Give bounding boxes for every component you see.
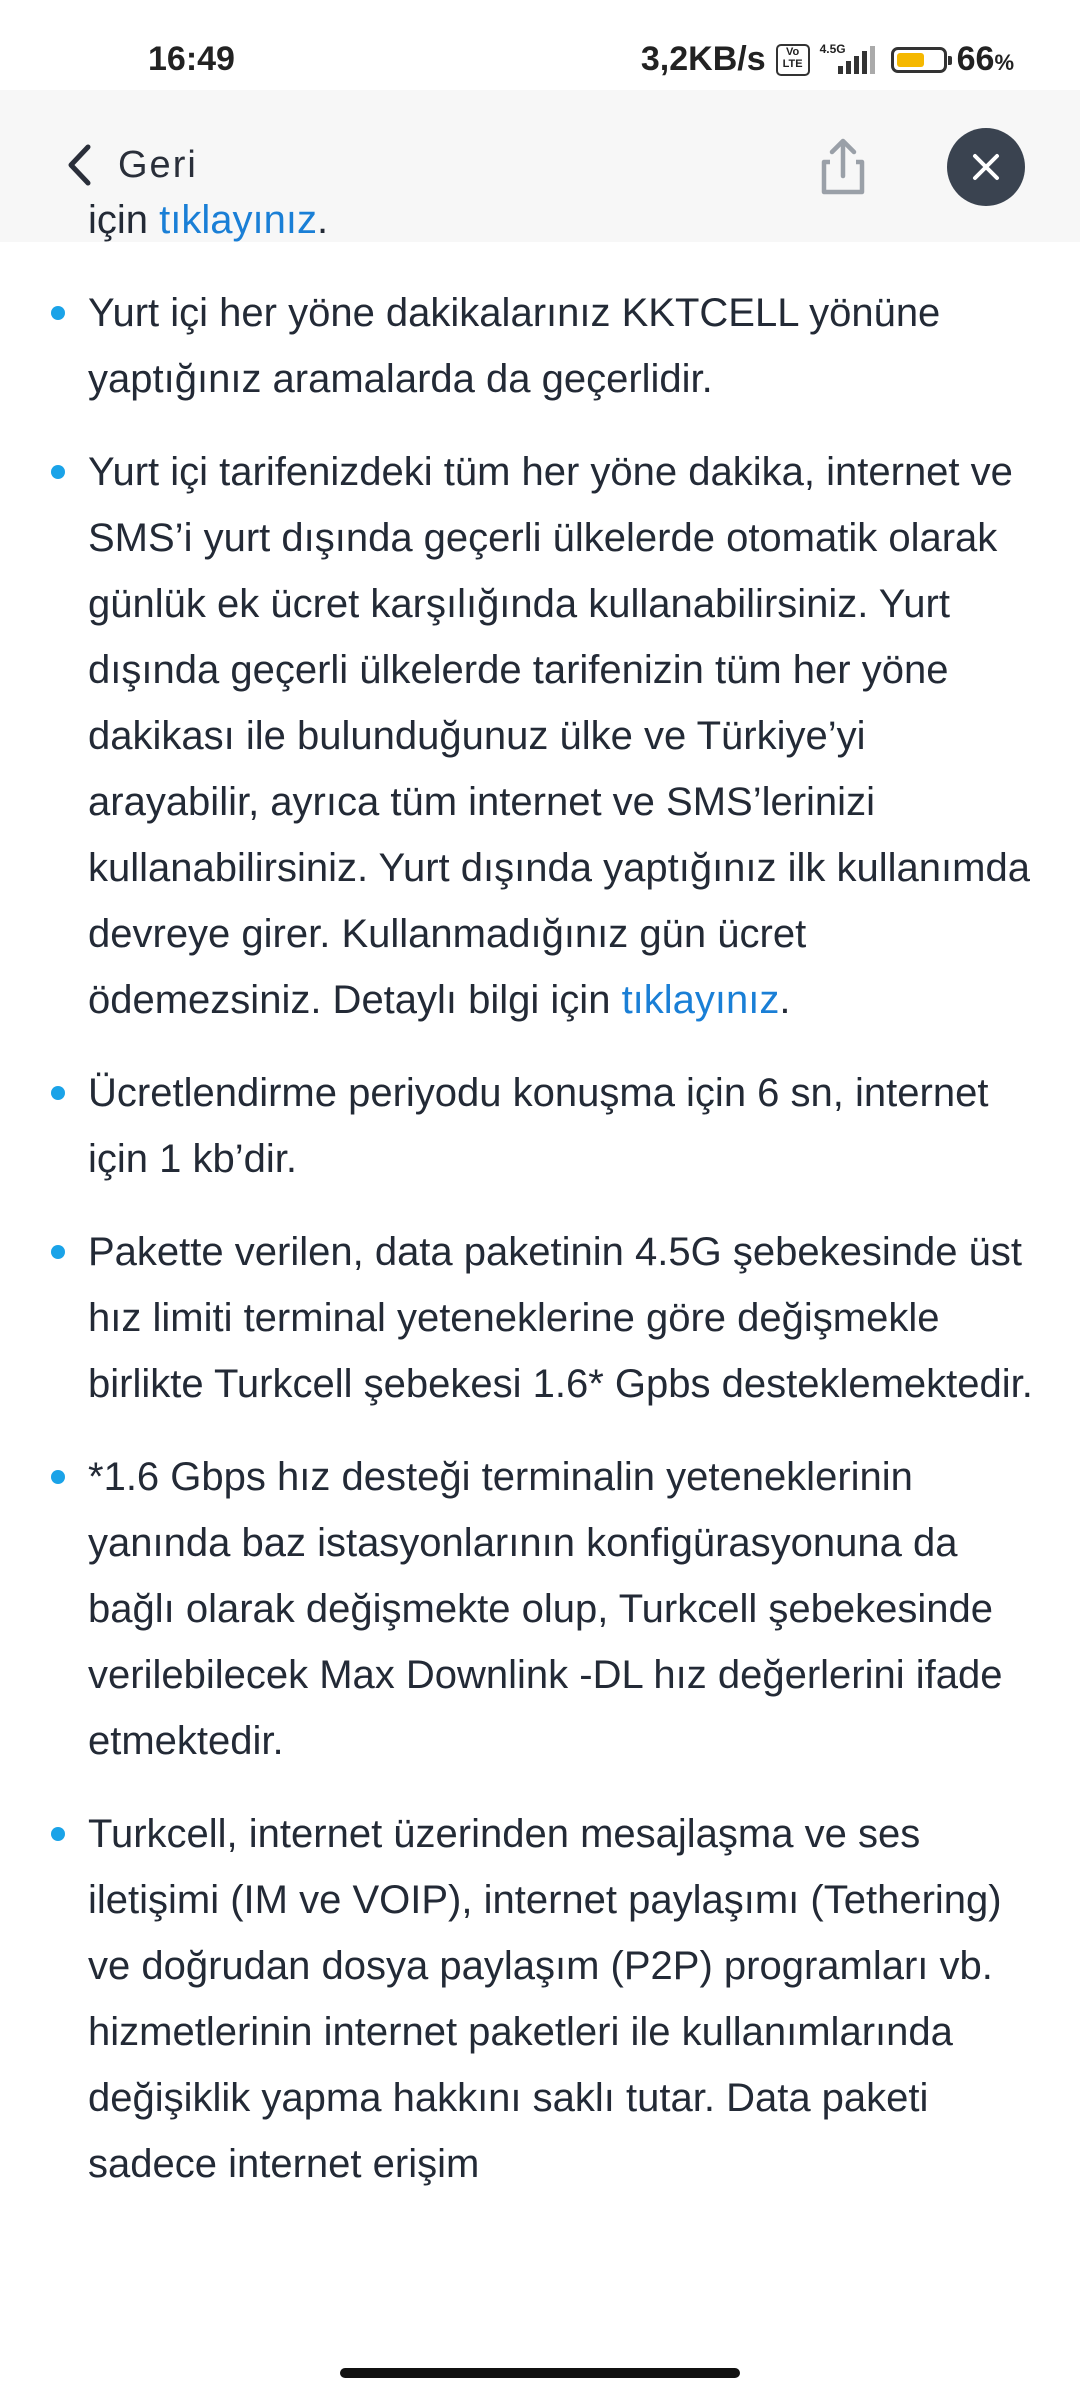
list-item-text: Ücretlendirme periyodu konuşma için 6 sn, internet için 1 kb’dir. <box>88 1071 989 1181</box>
volte-icon: Vo LTE <box>776 44 810 76</box>
bullet-dot-icon <box>51 465 65 479</box>
content-list <box>0 187 1080 2224</box>
status-right <box>641 40 1014 79</box>
bullet-dot-icon <box>51 1086 65 1100</box>
details-link[interactable]: tıklayınız <box>159 198 317 242</box>
list-item <box>0 1444 1080 1774</box>
list-item-text: Turkcell, internet üzerinden mesajlaşma ve ses iletişimi (IM ve VOIP), internet paylaşımı (Tethering) ve doğrudan dosya paylaşım (P2P) programları vb. hizmetlerinin internet paketleri ile kullanımlarında değişiklik yapma hakkını saklı tutar. Data paketi sadece internet erişim <box>88 1812 1002 2186</box>
list-item-text-end: . <box>316 198 329 242</box>
list-item-text-end: . <box>779 978 791 1022</box>
back-label: Geri <box>118 143 198 186</box>
details-link[interactable]: tıklayınız <box>621 978 780 1022</box>
battery-icon <box>891 47 947 73</box>
list-item-text: Yurt içi her yöne dakikalarınız KKTCELL yönüne yaptığınız aramalarda da geçerlidir. <box>88 291 941 401</box>
list-item <box>0 1219 1080 1417</box>
list-item <box>0 439 1080 1033</box>
list-item-text: Yurt içi tarifenizdeki tüm her yöne dakika, internet ve SMS’i yurt dışında geçerli ülkelerde otomatik olarak günlük ek ücret karşılığında kullanabilirsiniz. Yurt dışında geçerli ülkelerde tarifenizin tüm her yöne dakikası ile bulunduğunuz ülke ve Türkiye’yi arayabilir, ayrıca tüm internet ve SMS’lerinizi kullanabilirsiniz. Yurt dışında yaptığınız ilk kullanımda devreye girer. Kullanmadığınız gün ücret ödemezsiniz. Detaylı bilgi için <box>88 450 1030 1022</box>
content-area[interactable] <box>0 198 1080 2350</box>
list-item <box>0 1060 1080 1192</box>
bullet-dot-icon <box>51 1245 65 1259</box>
bullet-dot-icon <box>51 306 65 320</box>
list-item-text: *1.6 Gbps hız desteği terminalin yeteneklerinin yanında baz istasyonlarının konfigürasyonuna da bağlı olarak değişmekte olup, Turkcell şebekesinde verilebilecek Max Downlink -DL hız değerlerini ifade etmektedir. <box>88 1455 1003 1763</box>
signal-icon <box>819 41 875 74</box>
list-item <box>0 187 1080 253</box>
network-speed: 3,2KB/s <box>640 40 766 78</box>
status-bar <box>0 0 1080 90</box>
list-item-text: için <box>88 198 160 242</box>
list-item <box>0 280 1080 412</box>
list-item-text: Pakette verilen, data paketinin 4.5G şebekesinde üst hız limiti terminal yeteneklerine göre değişmekle birlikte Turkcell şebekesi 1.6* Gpbs desteklemektedir. <box>88 1230 1033 1406</box>
close-icon <box>971 152 1001 182</box>
status-time: 16:49 <box>148 40 235 78</box>
network-type: 4.5G <box>819 41 846 56</box>
bullet-dot-icon <box>51 1827 65 1841</box>
list-item <box>0 1801 1080 2197</box>
bullet-dot-icon <box>51 1470 65 1484</box>
chevron-left-icon <box>66 143 92 187</box>
battery-percent: 66% <box>956 40 1014 78</box>
home-indicator[interactable] <box>340 2368 740 2378</box>
